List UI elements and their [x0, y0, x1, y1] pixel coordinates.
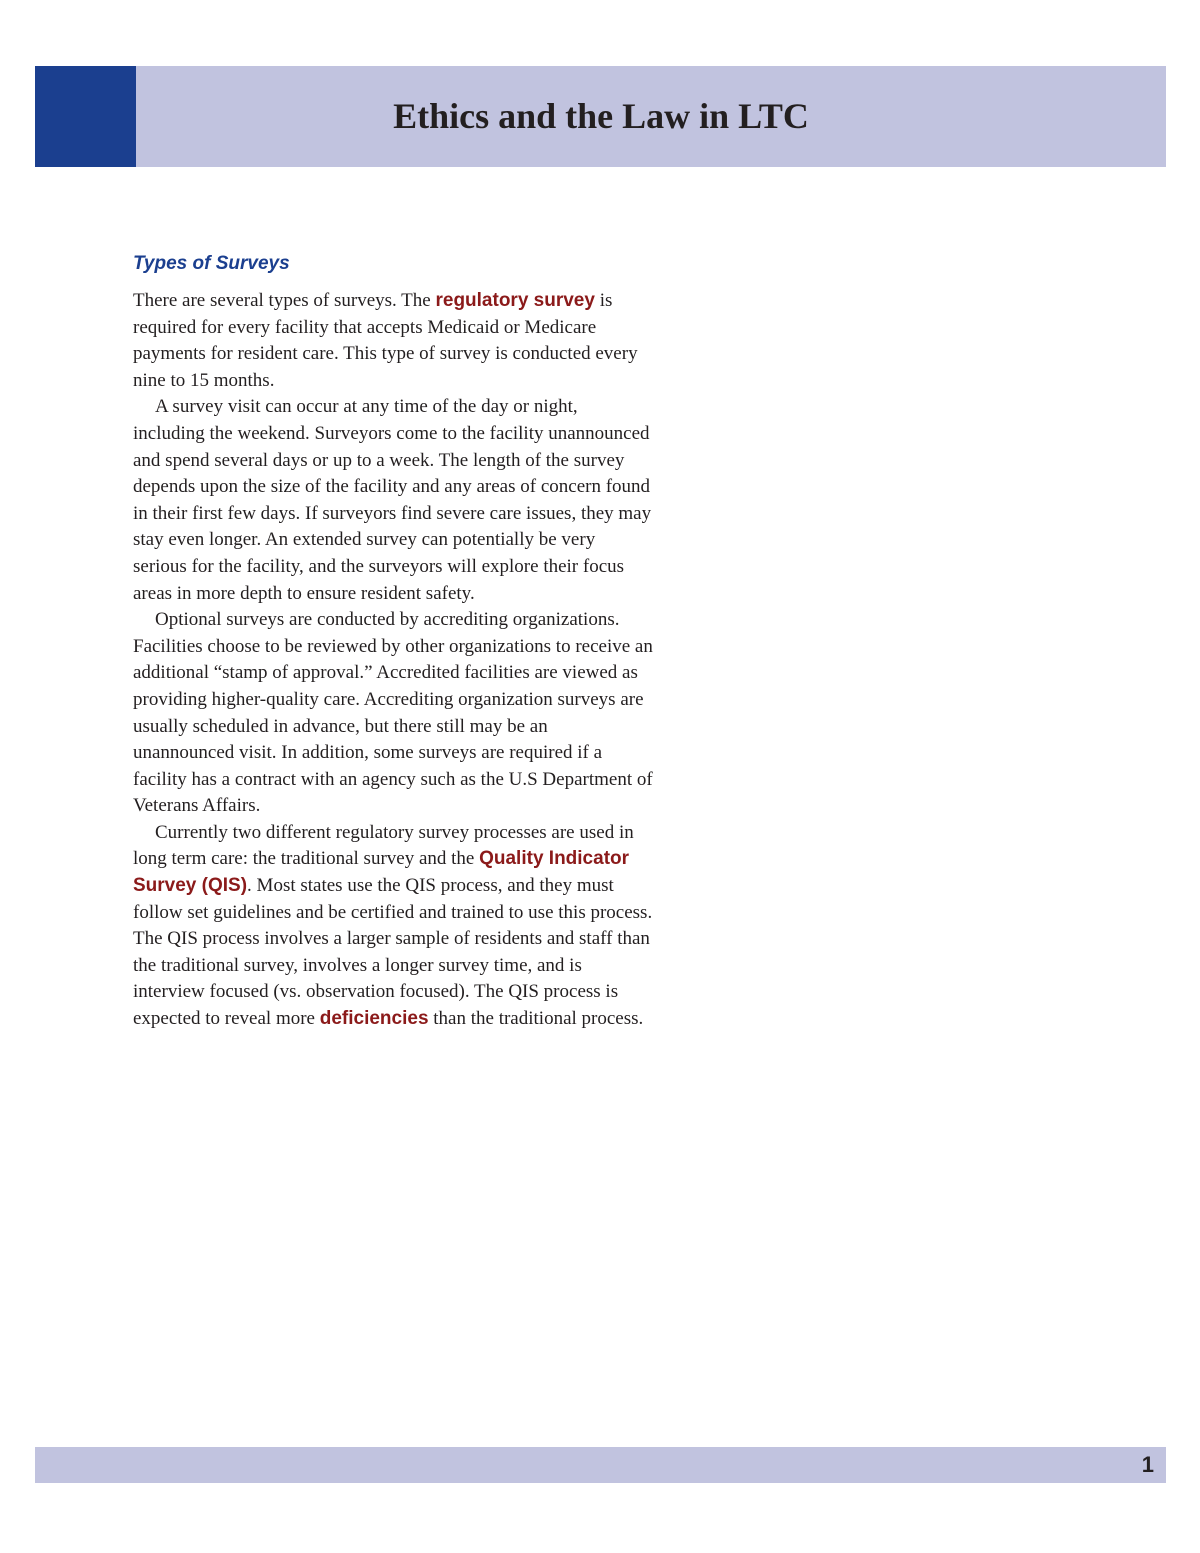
- paragraph-4: [133, 820, 653, 1033]
- paragraph-1-text-a: There are several types of surveys. The: [133, 290, 436, 311]
- page-title: Ethics and the Law in LTC: [393, 96, 809, 136]
- paragraph-4-text-b: . Most states use the QIS process, and they must follow set guidelines and be certified and trained to use this process. The QIS process involves a larger sample of residents and staff than the traditional survey, involves a longer survey time, and is interview focused (vs. observation focused). The QIS process is expected to reveal more: [133, 875, 653, 1030]
- term-quality-indicator-survey: Quality Indicator Survey (QIS): [133, 848, 630, 897]
- paragraph-3: Optional surveys are conducted by accrediting organizations. Facilities choose to be reviewed by other organizations to receive an additional “stamp of approval.” Accredited facilities are viewed as providing higher-quality care. Accrediting organization surveys are usually scheduled in advance, but there still may be an unannounced visit. In addition, some surveys are required if a facility has a contract with an agency such as the U.S Department of Veterans Affairs.: [133, 609, 653, 817]
- footer-band: [35, 1447, 1166, 1483]
- paragraph-1: [133, 288, 653, 394]
- page-number: 1: [1141, 1452, 1154, 1477]
- paragraph-4-text-c: than the traditional process.: [428, 1008, 644, 1030]
- section-heading: Types of Surveys: [133, 253, 290, 274]
- paragraph-4-text-a: Currently two different regulatory survey processes are used in long term care: the traditional survey and the: [133, 821, 634, 870]
- paragraph-1-text-b: is required for every facility that accepts Medicaid or Medicare payments for resident care. This type of survey is conducted every nine to 15 months.: [133, 290, 638, 391]
- term-regulatory-survey: regulatory survey: [435, 290, 595, 311]
- main-content: [133, 250, 653, 1033]
- paragraph-2: A survey visit can occur at any time of the day or night, including the weekend. Surveyors come to the facility unannounced and spend several days or up to a week. The length of the survey depends upon the size of the facility and any areas of concern found in their first few days. If surveyors find severe care issues, they may stay even longer. An extended survey can potentially be very serious for the facility, and the surveyors will explore their focus areas in more depth to ensure resident safety.: [133, 396, 652, 604]
- header-accent-block: [35, 66, 136, 167]
- term-deficiencies: deficiencies: [319, 1008, 429, 1030]
